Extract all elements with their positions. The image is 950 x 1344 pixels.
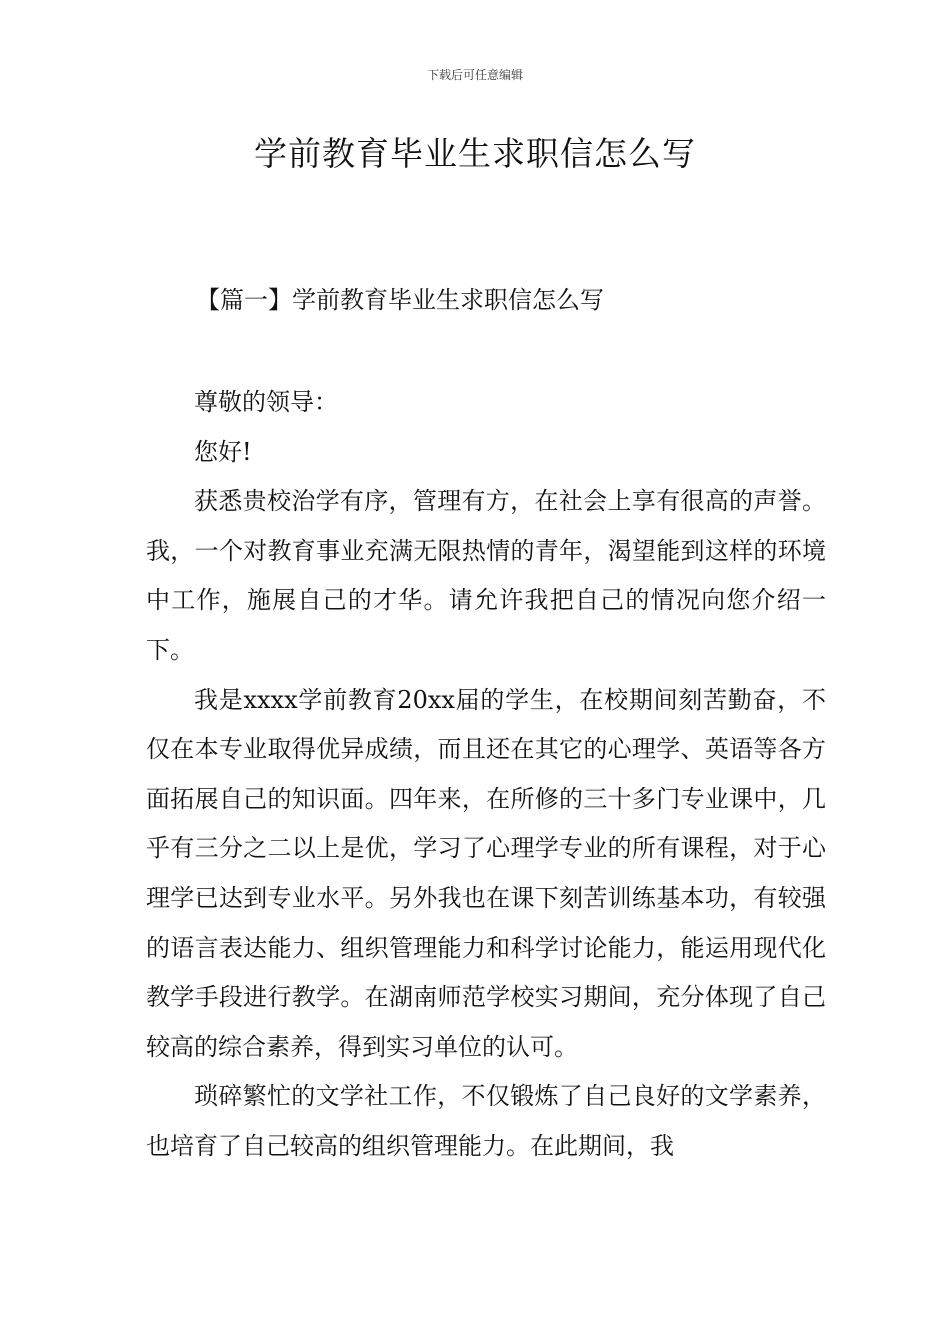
section-heading: 【篇一】学前教育毕业生求职信怎么写 — [196, 286, 604, 314]
greeting: 您好! — [194, 437, 252, 466]
paragraph: 琐碎繁忙的文学社工作，不仅锻炼了自己良好的文学素养，也培育了自己较高的组织管理能力。在此期间，我 — [146, 1082, 826, 1160]
letter-body — [146, 378, 826, 1172]
header-note: 下载后可任意编辑 — [426, 68, 523, 82]
paragraph: 获悉贵校治学有序，管理有方，在社会上享有很高的声誉。我，一个对教育事业充满无限热情的青年，渴望能到这样的环境中工作，施展自己的才华。请允许我把自己的情况向您介绍一下。 — [146, 487, 826, 664]
document-title: 学前教育毕业生求职信怎么写 — [254, 134, 696, 173]
salutation: 尊敬的领导： — [194, 388, 338, 416]
paragraph: 我是xxxx学前教育20xx届的学生，在校期间刻苦勤奋，不仅在本专业取得优异成绩，而且还在其它的心理学、英语等各方面拓展自己的知识面。四年来，在所修的三十多门专业课中，几乎有三分之二以上是优，学习了心理学专业的所有课程，对于心理学已达到专业水平。另外我也在课下刻苦训练基本功，有较强的语言表达能力、组织管理能力和科学讨论能力，能运用现代化教学手段进行教学。在湖南师范学校实习期间，充分体现了自己较高的综合素养，得到实习单位的认可。 — [146, 685, 826, 1061]
